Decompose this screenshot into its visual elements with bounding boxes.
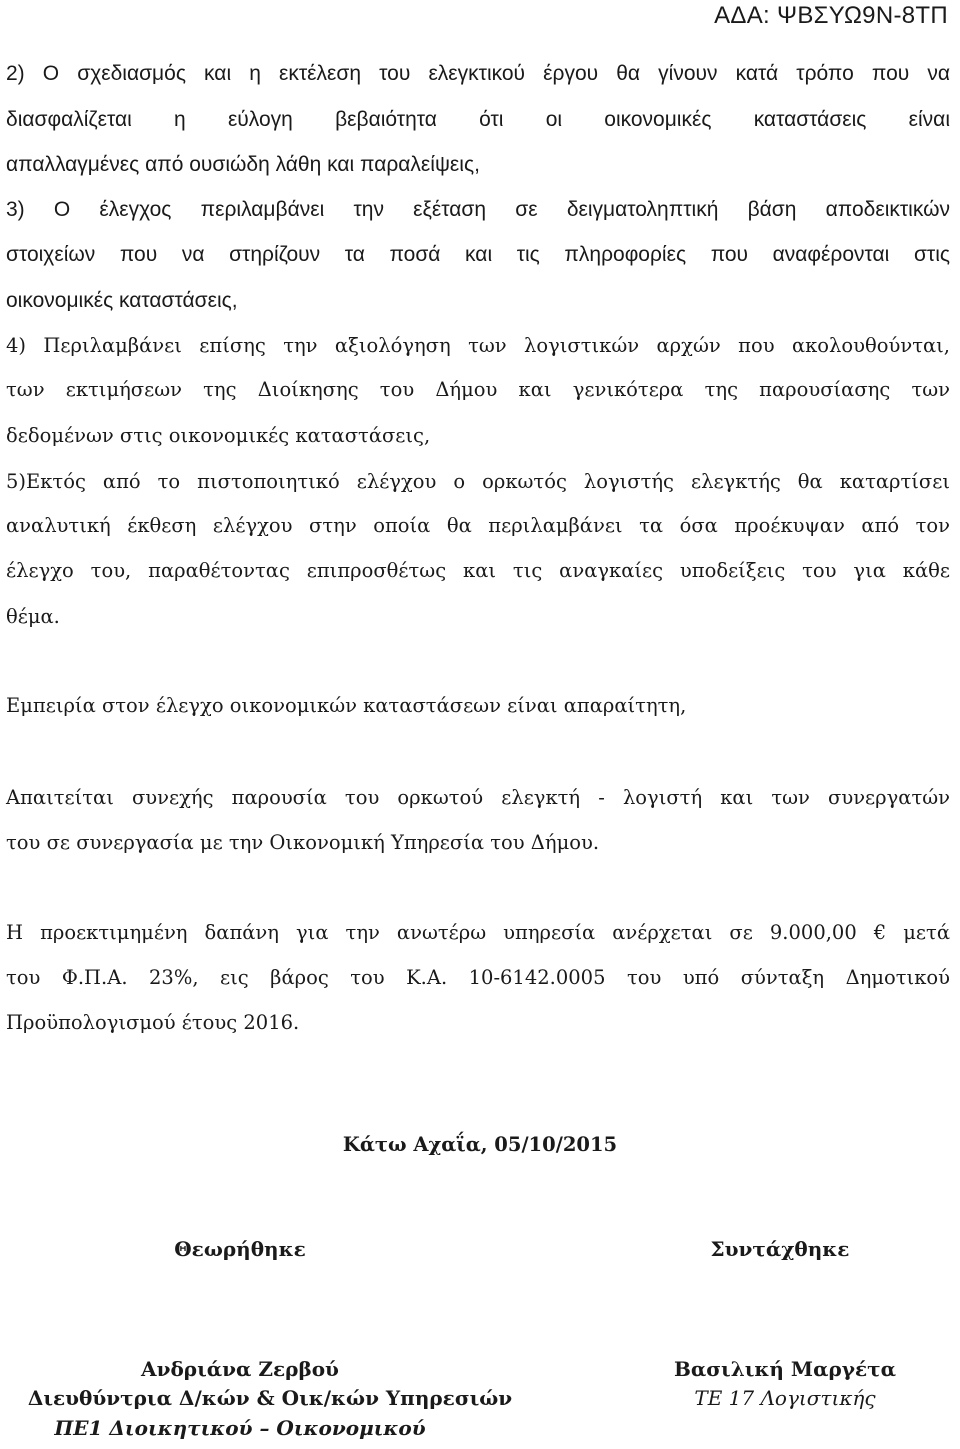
left-signatory-name: Ανδριάνα Ζερβού (141, 1357, 339, 1381)
text-line: 2) Ο σχεδιασμός και η εκτέλεση του ελεγκτικού έργου θα γίνουν κατά τρόπο που να (6, 62, 950, 85)
text-line: 3) Ο έλεγχος περιλαμβάνει την εξέταση σε δειγματοληπτική βάση αποδεικτικών (6, 198, 950, 221)
left-signatory-rank: ΠΕ1 Διοικητικού – Οικονομικού (54, 1416, 426, 1440)
right-signature-heading: Συντάχθηκε (710, 1237, 850, 1261)
ada-code: ΑΔΑ: ΨΒΣΥΩ9Ν-8ΤΠ (714, 2, 948, 29)
text-line: των εκτιμήσεων της Διοίκησης του Δήμου και γενικότερα της παρουσίασης των (6, 378, 950, 401)
text-line: διασφαλίζεται η εύλογη βεβαιότητα ότι οι οικονομικές καταστάσεις είναι (6, 108, 950, 131)
text-line: θέμα. (6, 605, 60, 628)
left-signature-heading: Θεωρήθηκε (174, 1237, 306, 1261)
text-line: του Φ.Π.Α. 23%, εις βάρος του Κ.Α. 10-6142.0005 του υπό σύνταξη Δημοτικού (6, 966, 950, 989)
text-line: του σε συνεργασία με την Οικονομική Υπηρεσία του Δήμου. (6, 831, 600, 854)
text-line: αναλυτική έκθεση ελέγχου στην οποία θα περιλαμβάνει τα όσα προέκυψαν από τον (6, 514, 950, 537)
text-line: Προϋπολογισμού έτους 2016. (6, 1011, 300, 1034)
right-signatory-name: Βασιλική Μαργέτα (674, 1357, 896, 1381)
text-line: στοιχείων που να στηρίζουν τα ποσά και τις πληροφορίες που αναφέρονται στις (6, 243, 950, 266)
text-line: οικονομικές καταστάσεις, (6, 289, 238, 312)
text-line: 5)Εκτός από το πιστοποιητικό ελέγχου ο ορκωτός λογιστής ελεγκτής θα καταρτίσει (6, 470, 950, 493)
text-line: Η προεκτιμημένη δαπάνη για την ανωτέρω υπηρεσία ανέρχεται σε 9.000,00 € μετά (6, 921, 950, 944)
text-line: έλεγχο του, παραθέτοντας επιπροσθέτως και τις αναγκαίες υποδείξεις του για κάθε (6, 559, 950, 582)
text-line: απαλλαγμένες από ουσιώδη λάθη και παραλείψεις, (6, 153, 480, 176)
place-date: Κάτω Αχαΐα, 05/10/2015 (342, 1133, 618, 1156)
left-signatory-title: Διευθύντρια Δ/κών & Οικ/κών Υπηρεσιών (27, 1386, 513, 1410)
text-line: δεδομένων στις οικονομικές καταστάσεις, (6, 424, 431, 447)
text-line: Απαιτείται συνεχής παρουσία του ορκωτού ελεγκτή - λογιστή και των συνεργατών (6, 786, 950, 809)
right-signatory-title: ΤΕ 17 Λογιστικής (694, 1386, 876, 1410)
experience-paragraph: Εμπειρία στον έλεγχο οικονομικών καταστάσεων είναι απαραίτητη, (6, 694, 687, 717)
text-line: 4) Περιλαμβάνει επίσης την αξιολόγηση των λογιστικών αρχών που ακολουθούνται, (6, 334, 950, 357)
